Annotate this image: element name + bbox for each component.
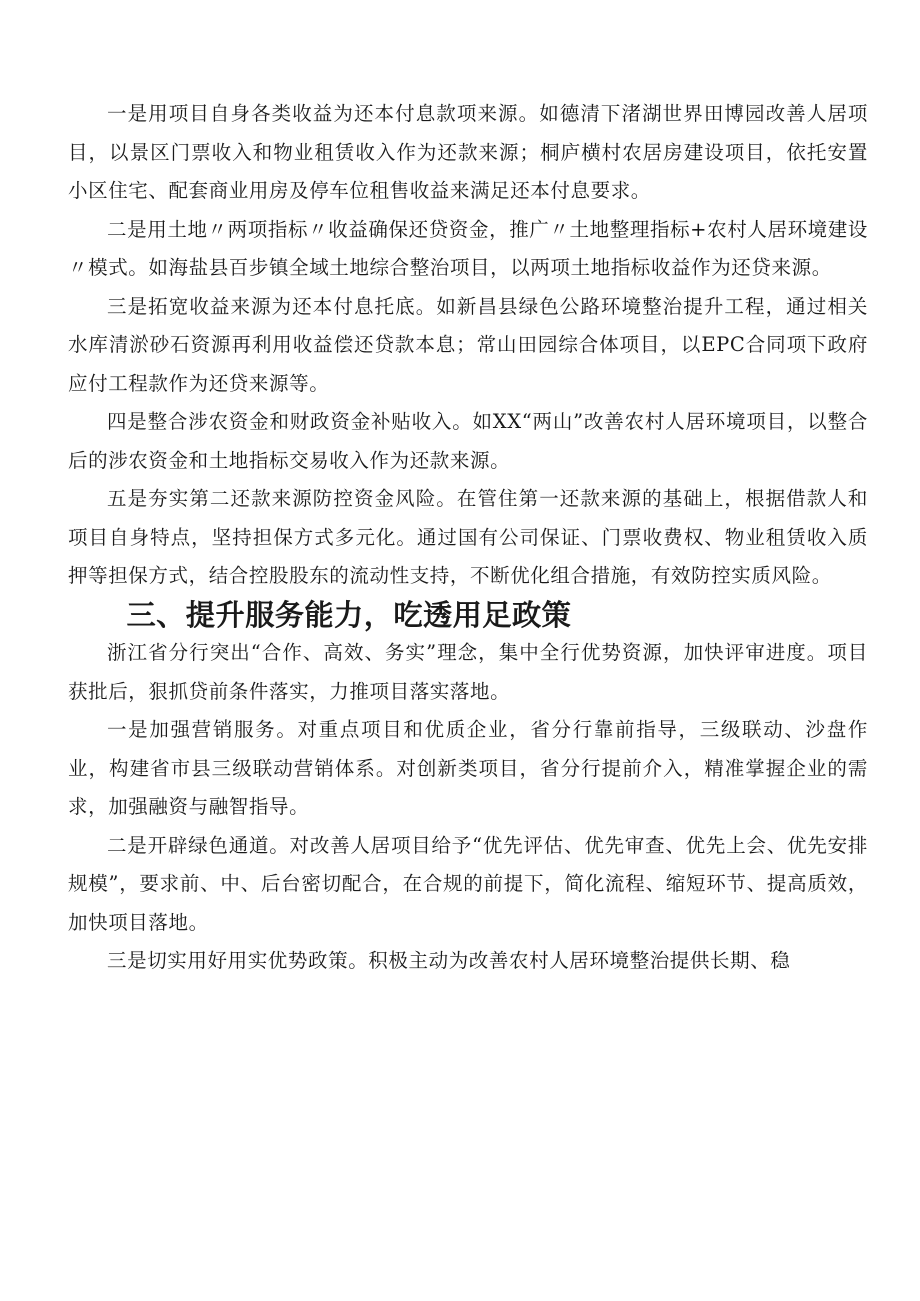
section-heading: 三、提升服务能力，吃透用足政策 [126, 597, 572, 632]
paragraph-repayment-source-4: 四是整合涉农资金和财政资金补贴收入。如XX“两山”改善农村人居环境项目，以整合后的涉农资金和土地指标交易收入作为还款来源。 [68, 410, 868, 472]
paragraph-repayment-source-5: 五是夯实第二还款来源防控资金风险。在管住第一还款来源的基础上，根据借款人和项目自身特点，坚持担保方式多元化。通过国有公司保证、门票收费权、物业租赁收入质押等担保方式，结合控股股东的流动性支持，不断优化组合措施，有效防控实质风险。 [68, 487, 868, 587]
document-page [68, 95, 868, 981]
paragraph-repayment-source-1: 一是用项目自身各类收益为还本付息款项来源。如德清下渚湖世界田博园改善人居项目，以景区门票收入和物业租赁收入作为还款来源；桐庐横村农居房建设项目，依托安置小区住宅、配套商业用房及停车位租售收益来满足还本付息要求。 [68, 102, 868, 202]
paragraph-green-channel: 二是开辟绿色通道。对改善人居项目给予“优先评估、优先审查、优先上会、优先安排规模”，要求前、中、后台密切配合，在合规的前提下，简化流程、缩短环节、提高质效，加快项目落地。 [68, 833, 868, 934]
paragraph-repayment-source-3: 三是拓宽收益来源为还本付息托底。如新昌县绿色公路环境整治提升工程，通过相关水库清淤砂石资源再利用收益偿还贷款本息；常山田园综合体项目，以EPC合同项下政府应付工程款作为还贷来源等。 [68, 294, 868, 395]
paragraph-section-intro: 浙江省分行突出“合作、高效、务实”理念，集中全行优势资源，加快评审进度。项目获批后，狠抓贷前条件落实，力推项目落实落地。 [68, 641, 868, 703]
paragraph-repayment-source-2: 二是用土地〃两项指标〃收益确保还贷资金，推广〃土地整理指标+农村人居环境建设〃模式。如海盐县百步镇全域土地综合整治项目，以两项土地指标收益作为还贷来源。 [68, 217, 868, 279]
paragraph-marketing-service: 一是加强营销服务。对重点项目和优质企业，省分行靠前指导，三级联动、沙盘作业，构建省市县三级联动营销体系。对创新类项目，省分行提前介入，精准掌握企业的需求，加强融资与融智指导。 [68, 718, 868, 818]
paragraph-policy-usage: 三是切实用好用实优势政策。积极主动为改善农村人居环境整治提供长期、稳 [107, 949, 791, 972]
